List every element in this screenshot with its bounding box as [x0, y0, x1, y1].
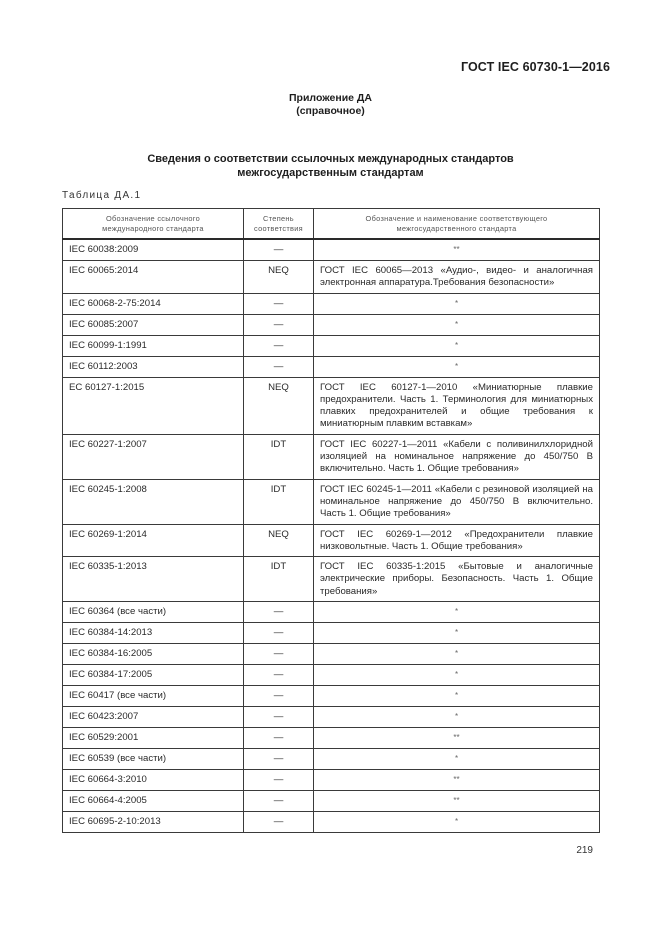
table-row — [63, 623, 600, 644]
cell-degree: — — [244, 644, 314, 665]
cell-interstate-standard: * — [314, 749, 600, 770]
cell-interstate-standard: * — [314, 602, 600, 623]
cell-degree: — — [244, 356, 314, 377]
cell-degree: IDT — [244, 434, 314, 479]
cell-degree: — — [244, 686, 314, 707]
table-row — [63, 377, 600, 434]
cell-degree: IDT — [244, 479, 314, 524]
cell-international-standard: EC 60127-1:2015 — [63, 377, 244, 434]
table-row — [63, 356, 600, 377]
cell-interstate-standard: * — [314, 707, 600, 728]
cell-degree: — — [244, 293, 314, 314]
cell-interstate-standard: * — [314, 293, 600, 314]
column-header-degree: Степень соответствия — [244, 209, 314, 240]
table-header-row — [63, 209, 600, 240]
table-caption: Таблица ДА.1 — [62, 190, 142, 201]
table-row — [63, 293, 600, 314]
cell-interstate-standard: * — [314, 665, 600, 686]
cell-degree: — — [244, 239, 314, 261]
cell-interstate-standard: ГОСТ IEC 60227-1—2011 «Кабели с поливинилхлоридной изоляцией на номинальное напряжение до 450/750 В включительно. Часть 1. Общие требования» — [314, 434, 600, 479]
cell-degree: — — [244, 812, 314, 833]
table-row — [63, 239, 600, 261]
table-row — [63, 602, 600, 623]
cell-interstate-standard: * — [314, 812, 600, 833]
cell-international-standard: IEC 60664-3:2010 — [63, 770, 244, 791]
table-row — [63, 335, 600, 356]
cell-international-standard: IEC 60539 (все части) — [63, 749, 244, 770]
cell-international-standard: IEC 60245-1:2008 — [63, 479, 244, 524]
table-row — [63, 707, 600, 728]
cell-international-standard: IEC 60364 (все части) — [63, 602, 244, 623]
cell-international-standard: IEC 60384-16:2005 — [63, 644, 244, 665]
table-row — [63, 644, 600, 665]
cell-degree: NEQ — [244, 261, 314, 294]
cell-degree: — — [244, 791, 314, 812]
cell-degree: — — [244, 665, 314, 686]
cell-interstate-standard: * — [314, 335, 600, 356]
table-row — [63, 479, 600, 524]
cell-interstate-standard: * — [314, 644, 600, 665]
cell-international-standard: IEC 60112:2003 — [63, 356, 244, 377]
cell-degree: — — [244, 770, 314, 791]
correspondence-table — [62, 208, 600, 833]
cell-international-standard: IEC 60423:2007 — [63, 707, 244, 728]
column-header-interstate: Обозначение и наименование соответствующего межгосударственного стандарта — [314, 209, 600, 240]
table-row — [63, 686, 600, 707]
table-row — [63, 665, 600, 686]
document-code-header: ГОСТ IEC 60730-1—2016 — [460, 60, 610, 74]
cell-interstate-standard: ГОСТ IEC 60335-1:2015 «Бытовые и аналогичные электрические приборы. Безопасность. Часть 1. Общие требования» — [314, 557, 600, 602]
table-row — [63, 434, 600, 479]
cell-degree: — — [244, 314, 314, 335]
cell-interstate-standard: * — [314, 623, 600, 644]
cell-international-standard: IEC 60269-1:2014 — [63, 524, 244, 557]
cell-degree: — — [244, 749, 314, 770]
cell-interstate-standard: * — [314, 686, 600, 707]
cell-degree: — — [244, 728, 314, 749]
table-row — [63, 770, 600, 791]
cell-degree: — — [244, 623, 314, 644]
table-row — [63, 524, 600, 557]
page-number: 219 — [576, 845, 593, 856]
table-row — [63, 749, 600, 770]
cell-international-standard: IEC 60085:2007 — [63, 314, 244, 335]
cell-interstate-standard: ГОСТ IEC 60269-1—2012 «Предохранители плавкие низковольтные. Часть 1. Общие требования» — [314, 524, 600, 557]
cell-international-standard: IEC 60695-2-10:2013 — [63, 812, 244, 833]
cell-international-standard: IEC 60384-14:2013 — [63, 623, 244, 644]
table-row — [63, 261, 600, 294]
table-row — [63, 314, 600, 335]
cell-interstate-standard: ГОСТ IEC 60065—2013 «Аудио-, видео- и аналогичная электронная аппаратура.Требования безопасности» — [314, 261, 600, 294]
cell-interstate-standard: ** — [314, 728, 600, 749]
cell-interstate-standard: ** — [314, 770, 600, 791]
section-title-line1: Сведения о соответствии ссылочных международных стандартов — [147, 153, 514, 165]
annex-heading — [0, 92, 661, 118]
cell-international-standard: IEC 60227-1:2007 — [63, 434, 244, 479]
table-row — [63, 812, 600, 833]
cell-degree: — — [244, 707, 314, 728]
cell-interstate-standard: ГОСТ IEC 60245-1—2011 «Кабели с резиновой изоляцией на номинальное напряжение до 450/750 В включительно. Часть 1. Общие требования» — [314, 479, 600, 524]
cell-international-standard: IEC 60384-17:2005 — [63, 665, 244, 686]
table-row — [63, 557, 600, 602]
table-row — [63, 791, 600, 812]
cell-degree: — — [244, 602, 314, 623]
cell-degree: NEQ — [244, 524, 314, 557]
section-title-line2: межгосударственным стандартам — [237, 167, 424, 179]
annex-subtitle: (справочное) — [296, 105, 365, 117]
cell-international-standard: IEC 60529:2001 — [63, 728, 244, 749]
cell-degree: NEQ — [244, 377, 314, 434]
cell-international-standard: IEC 60038:2009 — [63, 239, 244, 261]
annex-title: Приложение ДА — [289, 92, 372, 104]
cell-degree: — — [244, 335, 314, 356]
cell-international-standard: IEC 60335-1:2013 — [63, 557, 244, 602]
section-title — [0, 152, 661, 180]
table-body — [63, 239, 600, 833]
cell-international-standard: IEC 60417 (все части) — [63, 686, 244, 707]
cell-interstate-standard: * — [314, 356, 600, 377]
table-row — [63, 728, 600, 749]
cell-international-standard: IEC 60099-1:1991 — [63, 335, 244, 356]
cell-interstate-standard: ГОСТ IEC 60127-1—2010 «Миниатюрные плавкие предохранители. Часть 1. Терминология для миниатюрных плавких предохранителей и общие требования к миниатюрным плавким вставкам» — [314, 377, 600, 434]
cell-interstate-standard: * — [314, 314, 600, 335]
cell-interstate-standard: ** — [314, 239, 600, 261]
cell-international-standard: IEC 60065:2014 — [63, 261, 244, 294]
column-header-international: Обозначение ссылочного международного стандарта — [63, 209, 244, 240]
cell-degree: IDT — [244, 557, 314, 602]
cell-international-standard: IEC 60664-4:2005 — [63, 791, 244, 812]
cell-interstate-standard: ** — [314, 791, 600, 812]
cell-international-standard: IEC 60068-2-75:2014 — [63, 293, 244, 314]
